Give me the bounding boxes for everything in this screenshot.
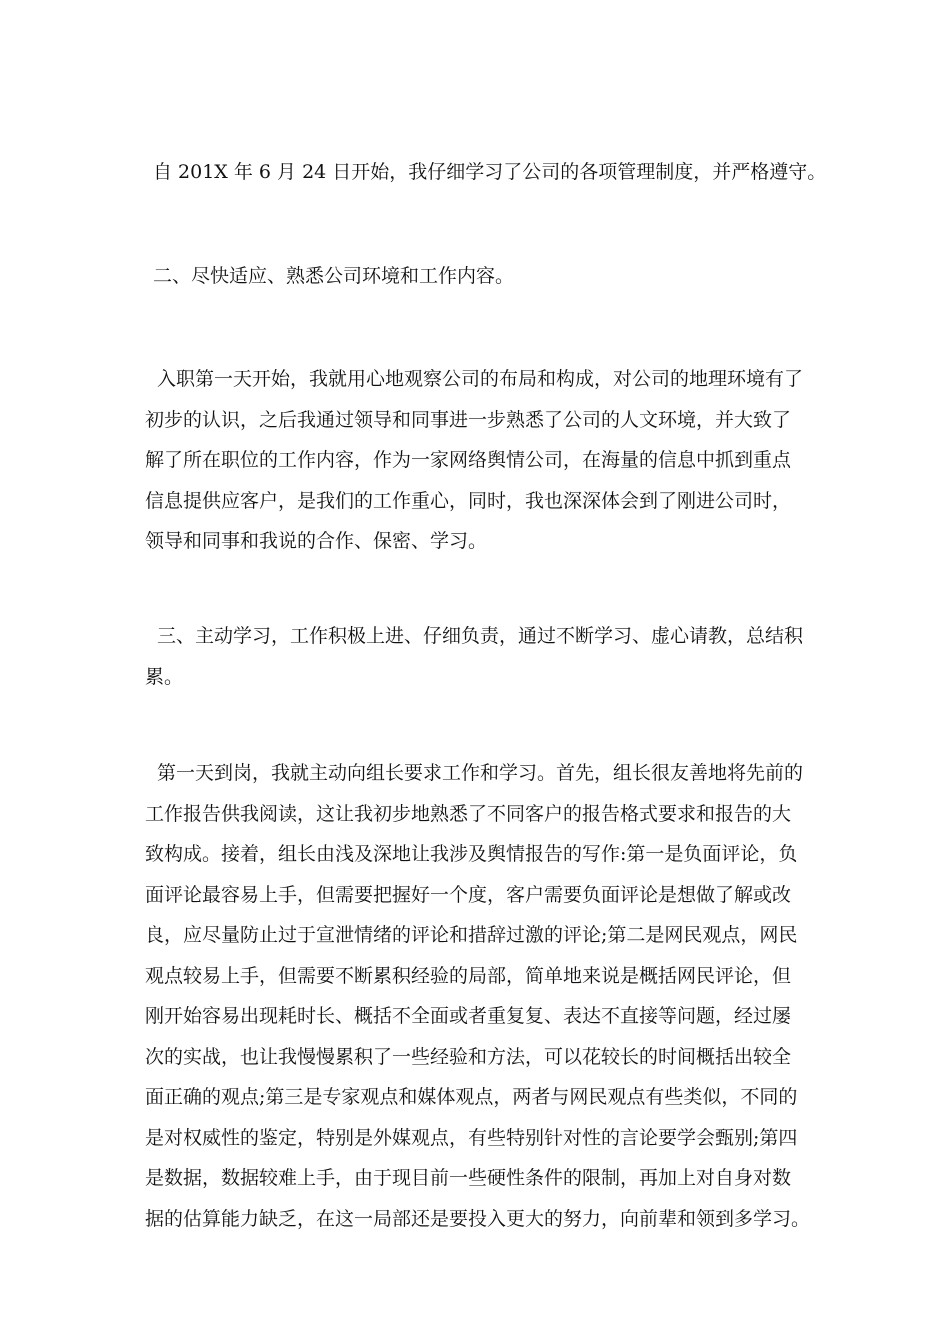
- text-line: 观点较易上手，但需要不断累积经验的局部，简单地来说是概括网民评论，但: [145, 964, 792, 987]
- text-line: 次的实战，也让我慢慢累积了一些经验和方法，可以花较长的时间概括出较全: [145, 1045, 792, 1068]
- text-line: 入职第一天开始，我就用心地观察公司的布局和构成，对公司的地理环境有了: [157, 368, 804, 390]
- text-line: 自 201X 年 6 月 24 日开始，我仔细学习了公司的各项管理制度，并严格遵守。: [153, 161, 827, 183]
- text-line: 解了所在职位的工作内容，作为一家网络舆情公司，在海量的信息中抓到重点: [145, 449, 792, 471]
- text-line: 信息提供应客户，是我们的工作重心，同时，我也深深体会到了刚进公司时，: [145, 489, 792, 512]
- text-line: 累。: [145, 665, 184, 688]
- text-line: 工作报告供我阅读，这让我初步地熟悉了不同客户的报告格式要求和报告的大: [145, 802, 792, 825]
- text-line: 三、主动学习，工作积极上进、仔细负责，通过不断学习、虚心请教，总结积: [157, 625, 804, 647]
- text-line: 良，应尽量防止过于宣泄情绪的评论和措辞过激的评论;第二是网民观点，网民: [145, 924, 798, 946]
- text-line: 面正确的观点;第三是专家观点和媒体观点，两者与网民观点有些类似，不同的: [145, 1086, 798, 1108]
- paragraph-active-learning: [145, 753, 810, 1239]
- text-line: 二、尽快适应、熟悉公司环境和工作内容。: [153, 265, 515, 287]
- paragraph-management-rules: [145, 152, 827, 193]
- text-line: 面评论最容易上手，但需要把握好一个度，客户需要负面评论是想做了解或改: [145, 883, 792, 906]
- text-line: 据的估算能力缺乏，在这一局部还是要投入更大的努力，向前辈和领到多学习。: [145, 1207, 811, 1230]
- text-line: 致构成。接着，组长由浅及深地让我涉及舆情报告的写作:第一是负面评论，负: [145, 843, 798, 865]
- text-line: 初步的认识，之后我通过领导和同事进一步熟悉了公司的人文环境，并大致了: [145, 408, 792, 431]
- text-line: 是对权威性的鉴定，特别是外媒观点，有些特别针对性的言论要学会甄别;第四: [145, 1126, 798, 1149]
- section-heading-2: [145, 256, 810, 297]
- section-heading-3: [145, 616, 810, 697]
- text-line: 领导和同事和我说的合作、保密、学习。: [145, 530, 488, 552]
- paragraph-adapt-environment: [145, 359, 810, 562]
- text-line: 第一天到岗，我就主动向组长要求工作和学习。首先，组长很友善地将先前的: [157, 762, 804, 784]
- text-line: 是数据，数据较难上手，由于现目前一些硬性条件的限制，再加上对自身对数: [145, 1167, 792, 1189]
- text-line: 刚开始容易出现耗时长、概括不全面或者重复复、表达不直接等问题，经过屡: [145, 1005, 792, 1027]
